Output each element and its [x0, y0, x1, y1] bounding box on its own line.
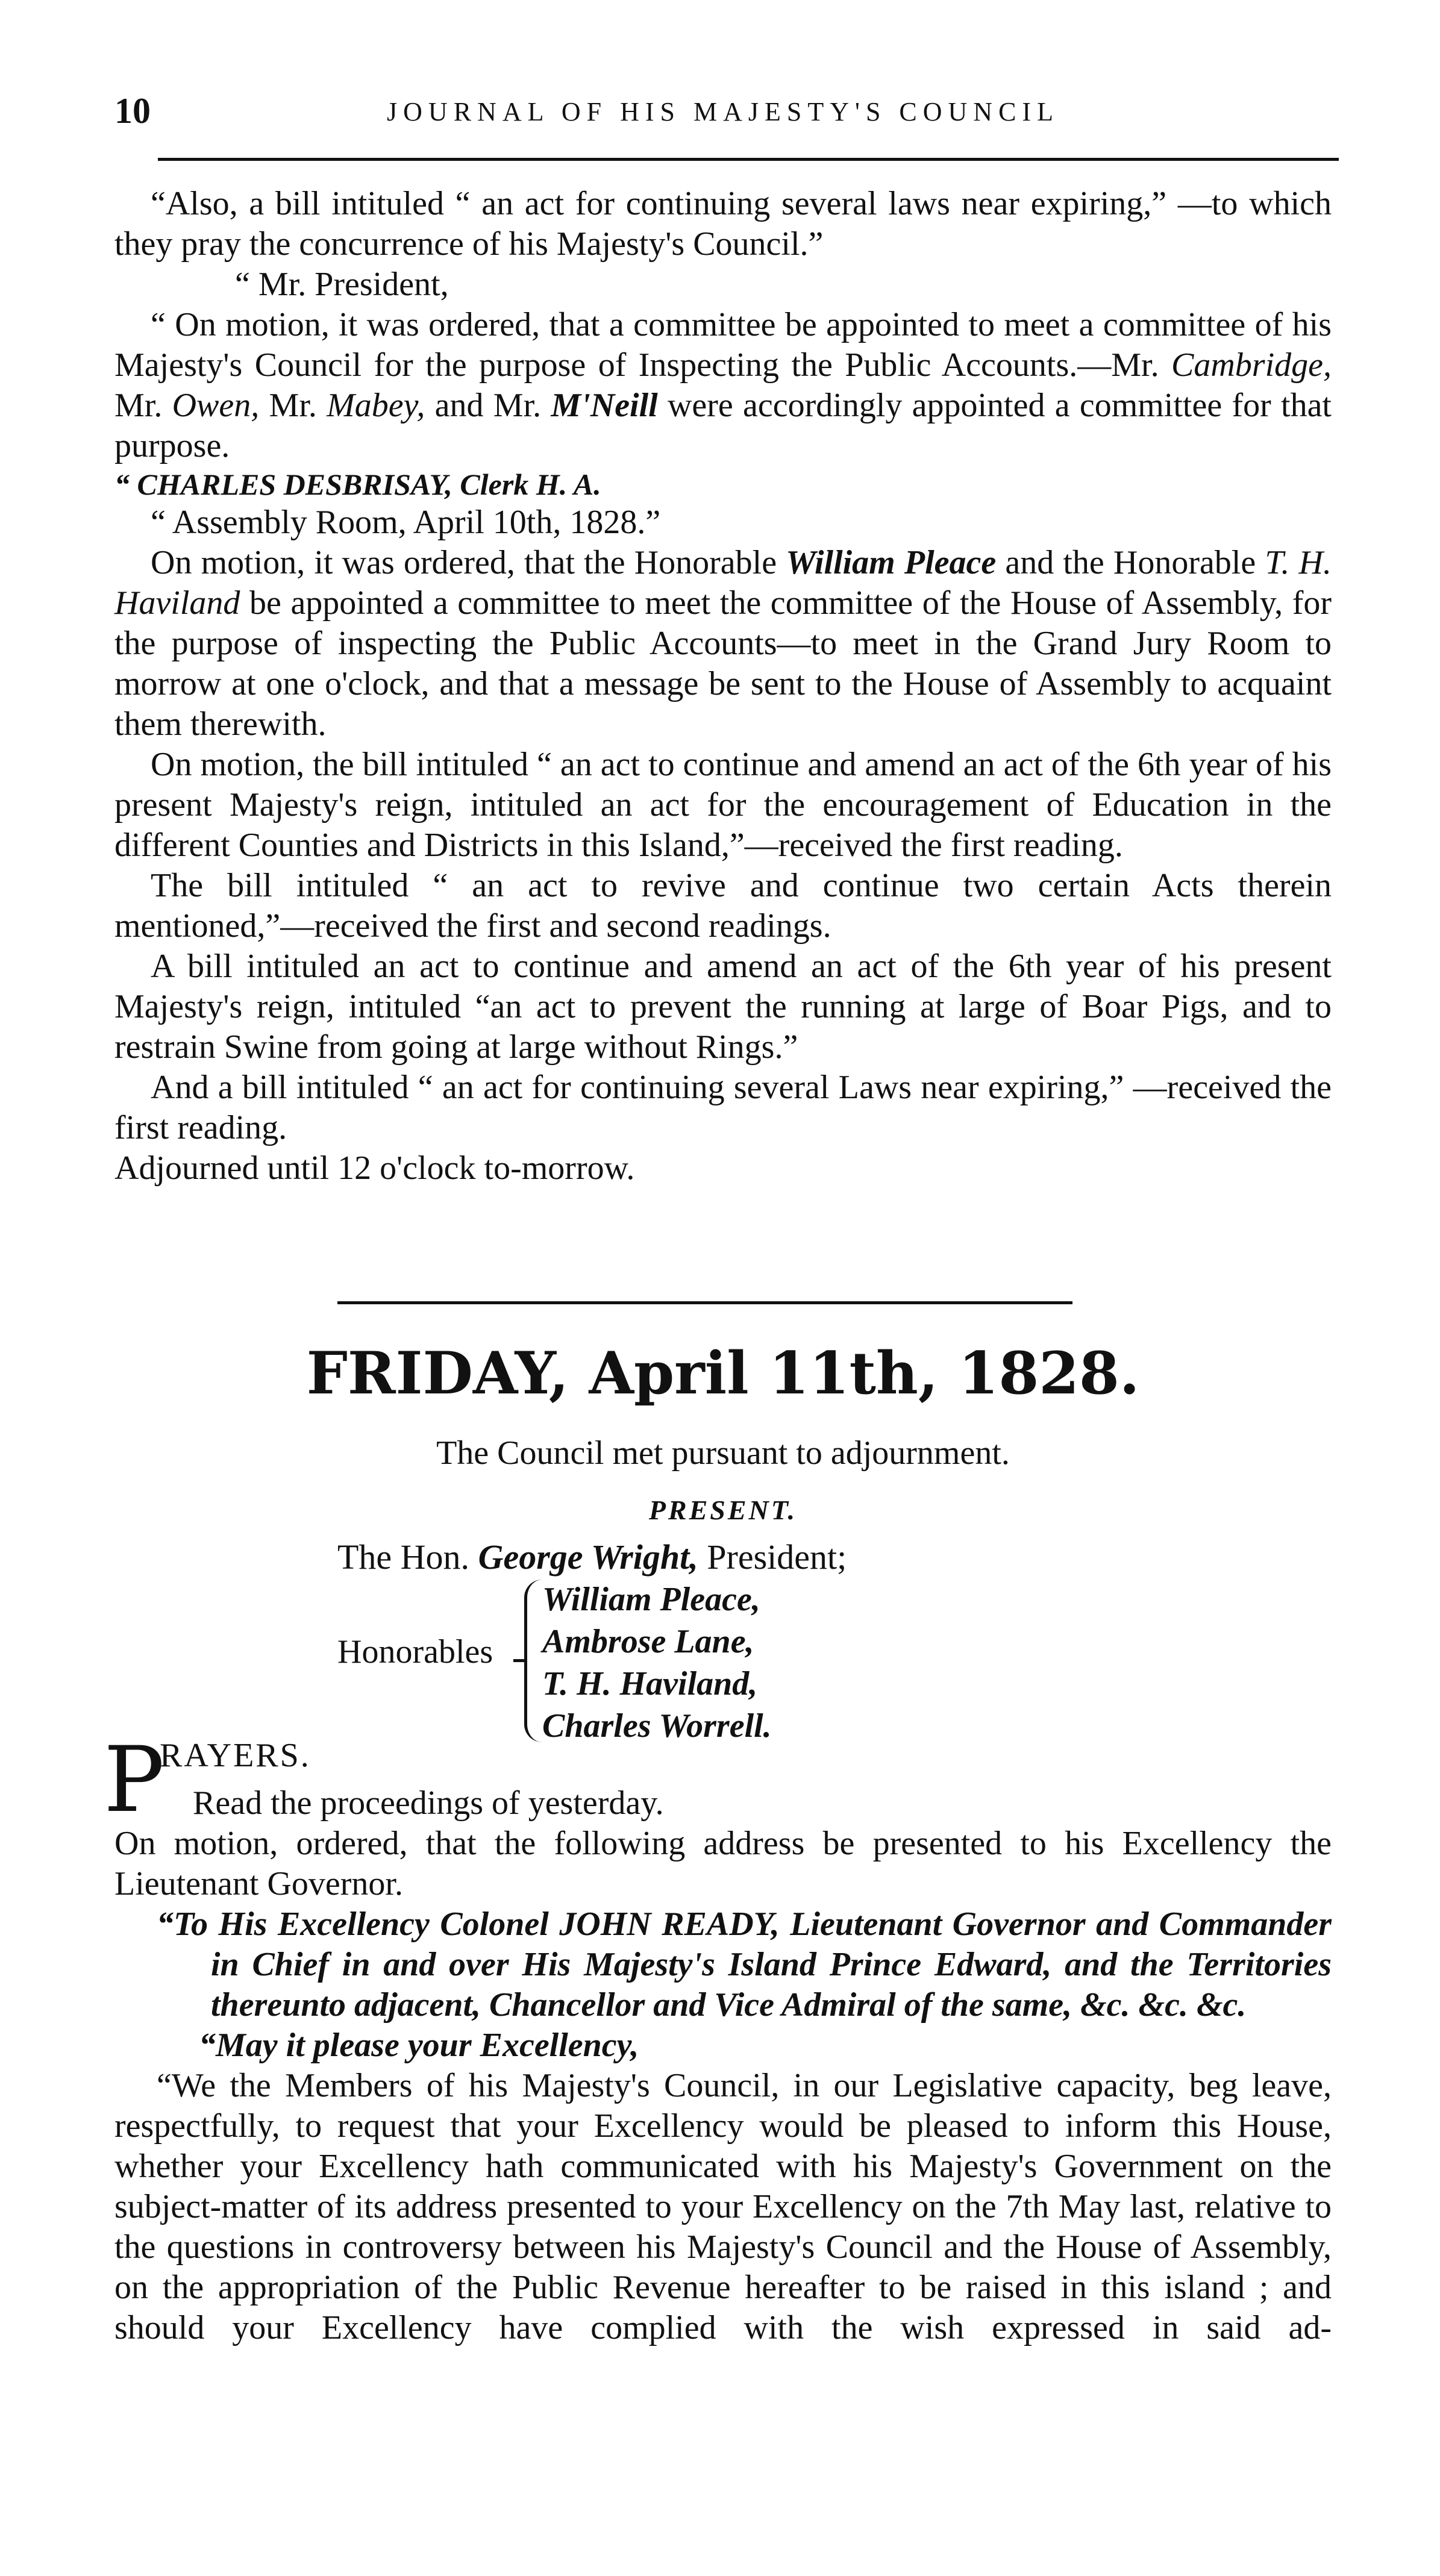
drop-cap: P [104, 1728, 164, 1833]
text-run: and Mr. [425, 387, 551, 424]
present-label: PRESENT. [648, 1495, 798, 1525]
paragraph-education-bill: On motion, the bill intituled “ an act to continue and amend an act of the 6th year of his present Majesty's reign, intituled an act for the encouragement of Education in the different Counties and Districts in this Island,”—received the first reading. [114, 746, 1332, 864]
paragraph-assembly-room: “ Assembly Room, April 10th, 1828.” [151, 504, 661, 541]
clerk-signature: “ CHARLES DESBRISAY, Clerk H. A. [114, 467, 601, 501]
paragraph-revive-bill: The bill intituled “ an act to revive and continue two certain Acts therein mentioned,”—received the first and second readings. [114, 867, 1332, 945]
page-header [114, 90, 1332, 139]
name-william-pleace: William Pleace [786, 544, 997, 581]
honorable-name: Ambrose Lane, [542, 1623, 754, 1660]
name-haviland: T. H. Haviland [114, 544, 1332, 622]
president-name: George Wright, [478, 1537, 698, 1577]
brace-tip [513, 1651, 527, 1662]
section-rule [337, 1301, 1072, 1304]
honorable-name: Charles Worrell. [542, 1707, 772, 1745]
paragraph-boar-pigs-bill: A bill intituled an act to continue and amend an act of the 6th year of his present Majesty's reign, intituled “an act to prevent the running at large of Boar Pigs, and to restrain Swine from going at large without Rings.” [114, 948, 1332, 1066]
bottom-text [114, 1783, 1332, 2348]
paragraph-motion-address: On motion, ordered, that the following address be presented to his Excellency the Lieutenant Governor. [114, 1825, 1332, 1902]
text-run: Mr. [114, 387, 172, 424]
name-mabey: Mabey, [327, 387, 425, 424]
text-run: The Hon. [337, 1537, 478, 1577]
text-run: On motion, it was ordered, that the Honorable [151, 544, 786, 581]
text-run: Mr. [259, 387, 327, 424]
council-met-line: The Council met pursuant to adjournment. [436, 1434, 1010, 1472]
paragraph-laws-bill: And a bill intituled “ an act for continuing several Laws near expiring,” —received the first reading. [114, 1069, 1332, 1146]
address-body: “We the Members of his Majesty's Council, in our Legislative capacity, beg leave, respectfully, to request that your Excellency would be pleased to inform this House, whether your Excellency hath communicated with his Majesty's Government on the subject-matter of its address presented to your Excellency on the 7th May last, relative to the questions in controversy between his Majesty's Council and the House of Assembly, on the appropriation of the Public Revenue hereafter to be raised in this island ; and should your Excellency have complied with the wish expressed in said ad- [114, 2067, 1332, 2346]
may-it-please: “May it please your Excellency, [199, 2027, 639, 2064]
prayers-heading: RAYERS. [160, 1737, 311, 1774]
paragraph-adjourned: Adjourned until 12 o'clock to-morrow. [114, 1149, 635, 1187]
top-text [114, 184, 1332, 1189]
honorable-name: William Pleace, [542, 1581, 760, 1618]
text-run: and the Honorable [996, 544, 1265, 581]
day-heading: FRIDAY, April 11th, 1828. [306, 1339, 1140, 1407]
name-cambridge: Cambridge, [1171, 346, 1332, 384]
paragraph-read: Read the proceedings of yesterday. [193, 1784, 664, 1822]
address-heading: “To His Excellency Colonel JOHN READY, Lieutenant Governor and Commander in Chief in and over His Majesty's Island Prince Edward, and the Territories thereunto adjacent, Chancellor and Vice Admiral of the same, &c. &c. &c. [157, 1905, 1332, 2024]
text-run: were accordingly appointed a committee for that purpose. [114, 387, 1332, 464]
honorables-label: Honorables [337, 1633, 493, 1671]
header-rule [158, 158, 1339, 161]
name-owen: Owen, [172, 387, 260, 424]
paragraph-committee [114, 305, 1332, 466]
paragraph-bill: “Also, a bill intituled “ an act for continuing several laws near expiring,” —to which they pray the concurrence of his Majesty's Council.” [114, 185, 1332, 263]
paragraph-honorable-committee [114, 543, 1332, 745]
text-run: “ On motion, it was ordered, that a committee be appointed to meet a committee of his Majesty's Council for the purpose of Inspecting the Public Accounts.—Mr. [114, 306, 1332, 384]
president-line [337, 1536, 847, 1578]
honorable-name: T. H. Haviland, [542, 1665, 758, 1702]
running-head: JOURNAL OF HIS MAJESTY'S COUNCIL [387, 97, 1059, 127]
text-run: be appointed a committee to meet the committee of the House of Assembly, for the purpose of inspecting the Public Accounts—to meet in the Grand Jury Room to morrow at one o'clock, and that a message be sent to the House of Assembly to acquaint them therewith. [114, 584, 1332, 743]
text-run: President; [698, 1537, 847, 1577]
name-mneill: M'Neill [551, 387, 658, 424]
paragraph-mr-president: “ Mr. President, [235, 266, 449, 303]
honorables-list [542, 1578, 772, 1747]
page-number: 10 [114, 91, 151, 131]
